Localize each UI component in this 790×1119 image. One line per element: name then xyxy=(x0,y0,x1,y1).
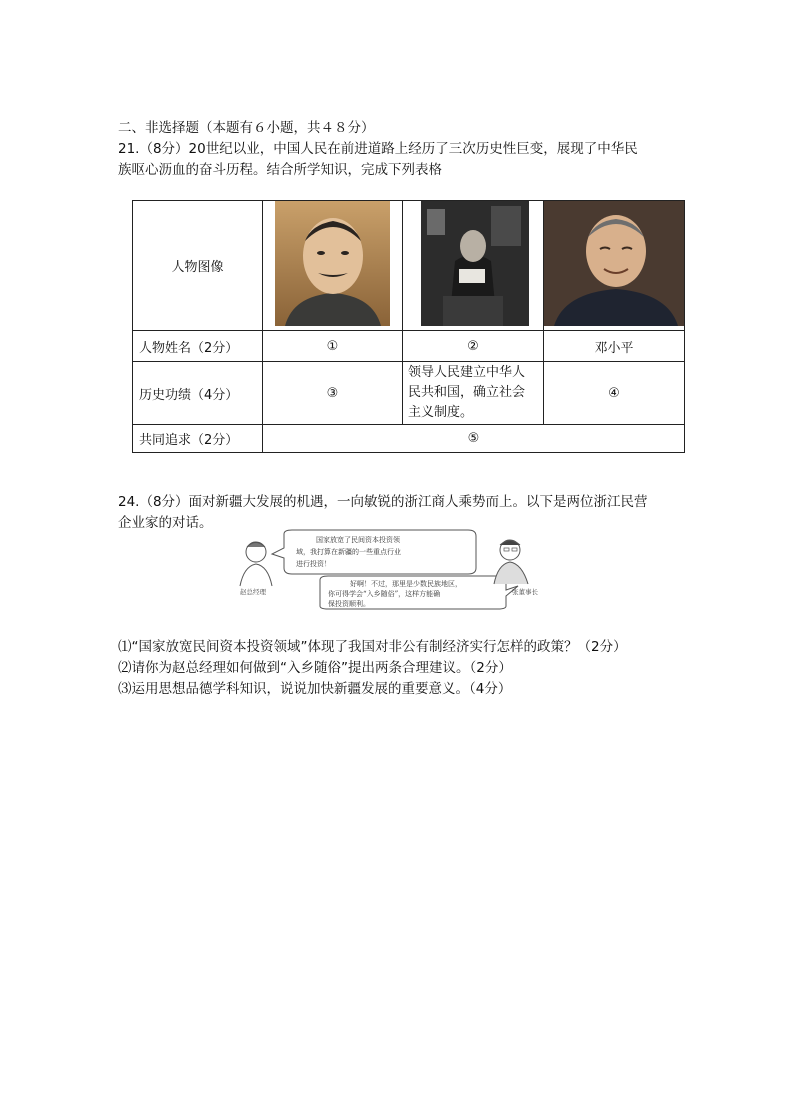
sub-question-2: ⑵请你为赵总经理如何做到“入乡随俗”提出两条合理建议。（2分） xyxy=(118,660,512,676)
achievement-text-l3: 主义制度。 xyxy=(408,405,474,420)
bubble-left-line2: 域，我打算在新疆的一些重点行业 xyxy=(296,548,401,556)
sub-question-3: ⑶运用思想品德学科知识，说说加快新疆发展的重要意义。（4分） xyxy=(118,681,512,697)
portrait-deng-xiaoping xyxy=(544,201,684,326)
question-24-text-cont: 企业家的对话。 xyxy=(118,515,213,531)
question-21-text: 21.（8分）20世纪以业，中国人民在前进道路上经历了三次历史性巨变，展现了中华民 xyxy=(118,141,638,157)
photo-founding-ceremony xyxy=(403,201,543,326)
question-24-text: 24.（8分）面对新疆大发展的机遇，一向敏锐的浙江商人乘势而上。以下是两位浙江民营 xyxy=(118,494,648,510)
question-21-text-cont: 族呕心沥血的奋斗历程。结合所学知识，完成下列表格 xyxy=(118,162,442,178)
history-figures-table xyxy=(132,200,685,453)
dialogue-cartoon xyxy=(232,528,552,610)
bubble-right-line3: 保投资顺利。 xyxy=(328,600,370,608)
photo-cell-3 xyxy=(544,201,685,331)
row-label-achievement: 历史功绩（4分） xyxy=(133,362,263,425)
right-person-figure xyxy=(494,540,528,584)
photo-cell-1 xyxy=(263,201,403,331)
photo-cell-2 xyxy=(403,201,544,331)
bubble-left-line3: 进行投资！ xyxy=(296,560,331,568)
name-cell-1: ① xyxy=(263,331,403,362)
achievement-cell-2 xyxy=(403,362,544,425)
common-cell: ⑤ xyxy=(263,425,685,453)
bubble-left-line1: 国家放宽了民间资本投资领 xyxy=(316,536,400,544)
name-cell-2: ② xyxy=(403,331,544,362)
left-person-figure xyxy=(240,542,272,586)
portrait-sun-yat-sen xyxy=(263,201,402,326)
sub-question-1: ⑴“国家放宽民间资本投资领域”体现了我国对非公有制经济实行怎样的政策？（2分） xyxy=(118,639,627,655)
row-label-common: 共同追求（2分） xyxy=(133,425,263,453)
bubble-right-line1: 好啊！不过，那里是少数民族地区， xyxy=(350,580,462,588)
achievement-cell-3: ④ xyxy=(544,362,685,425)
achievement-text-l1: 领导人民建立中华人 xyxy=(408,365,526,380)
bubble-right-line2: 你可得学会“入乡随俗”，这样方能确 xyxy=(328,590,441,598)
achievement-text-l2: 民共和国，确立社会 xyxy=(408,385,526,400)
row-label-name: 人物姓名（2分） xyxy=(133,331,263,362)
name-cell-3: 邓小平 xyxy=(544,331,685,362)
section-title: 二、非选择题（本题有６小题，共４８分） xyxy=(118,120,375,136)
achievement-cell-1: ③ xyxy=(263,362,403,425)
left-person-name: 赵总经理 xyxy=(240,588,266,596)
row-label-image: 人物图像 xyxy=(133,201,263,331)
right-person-name: 张董事长 xyxy=(512,588,538,596)
